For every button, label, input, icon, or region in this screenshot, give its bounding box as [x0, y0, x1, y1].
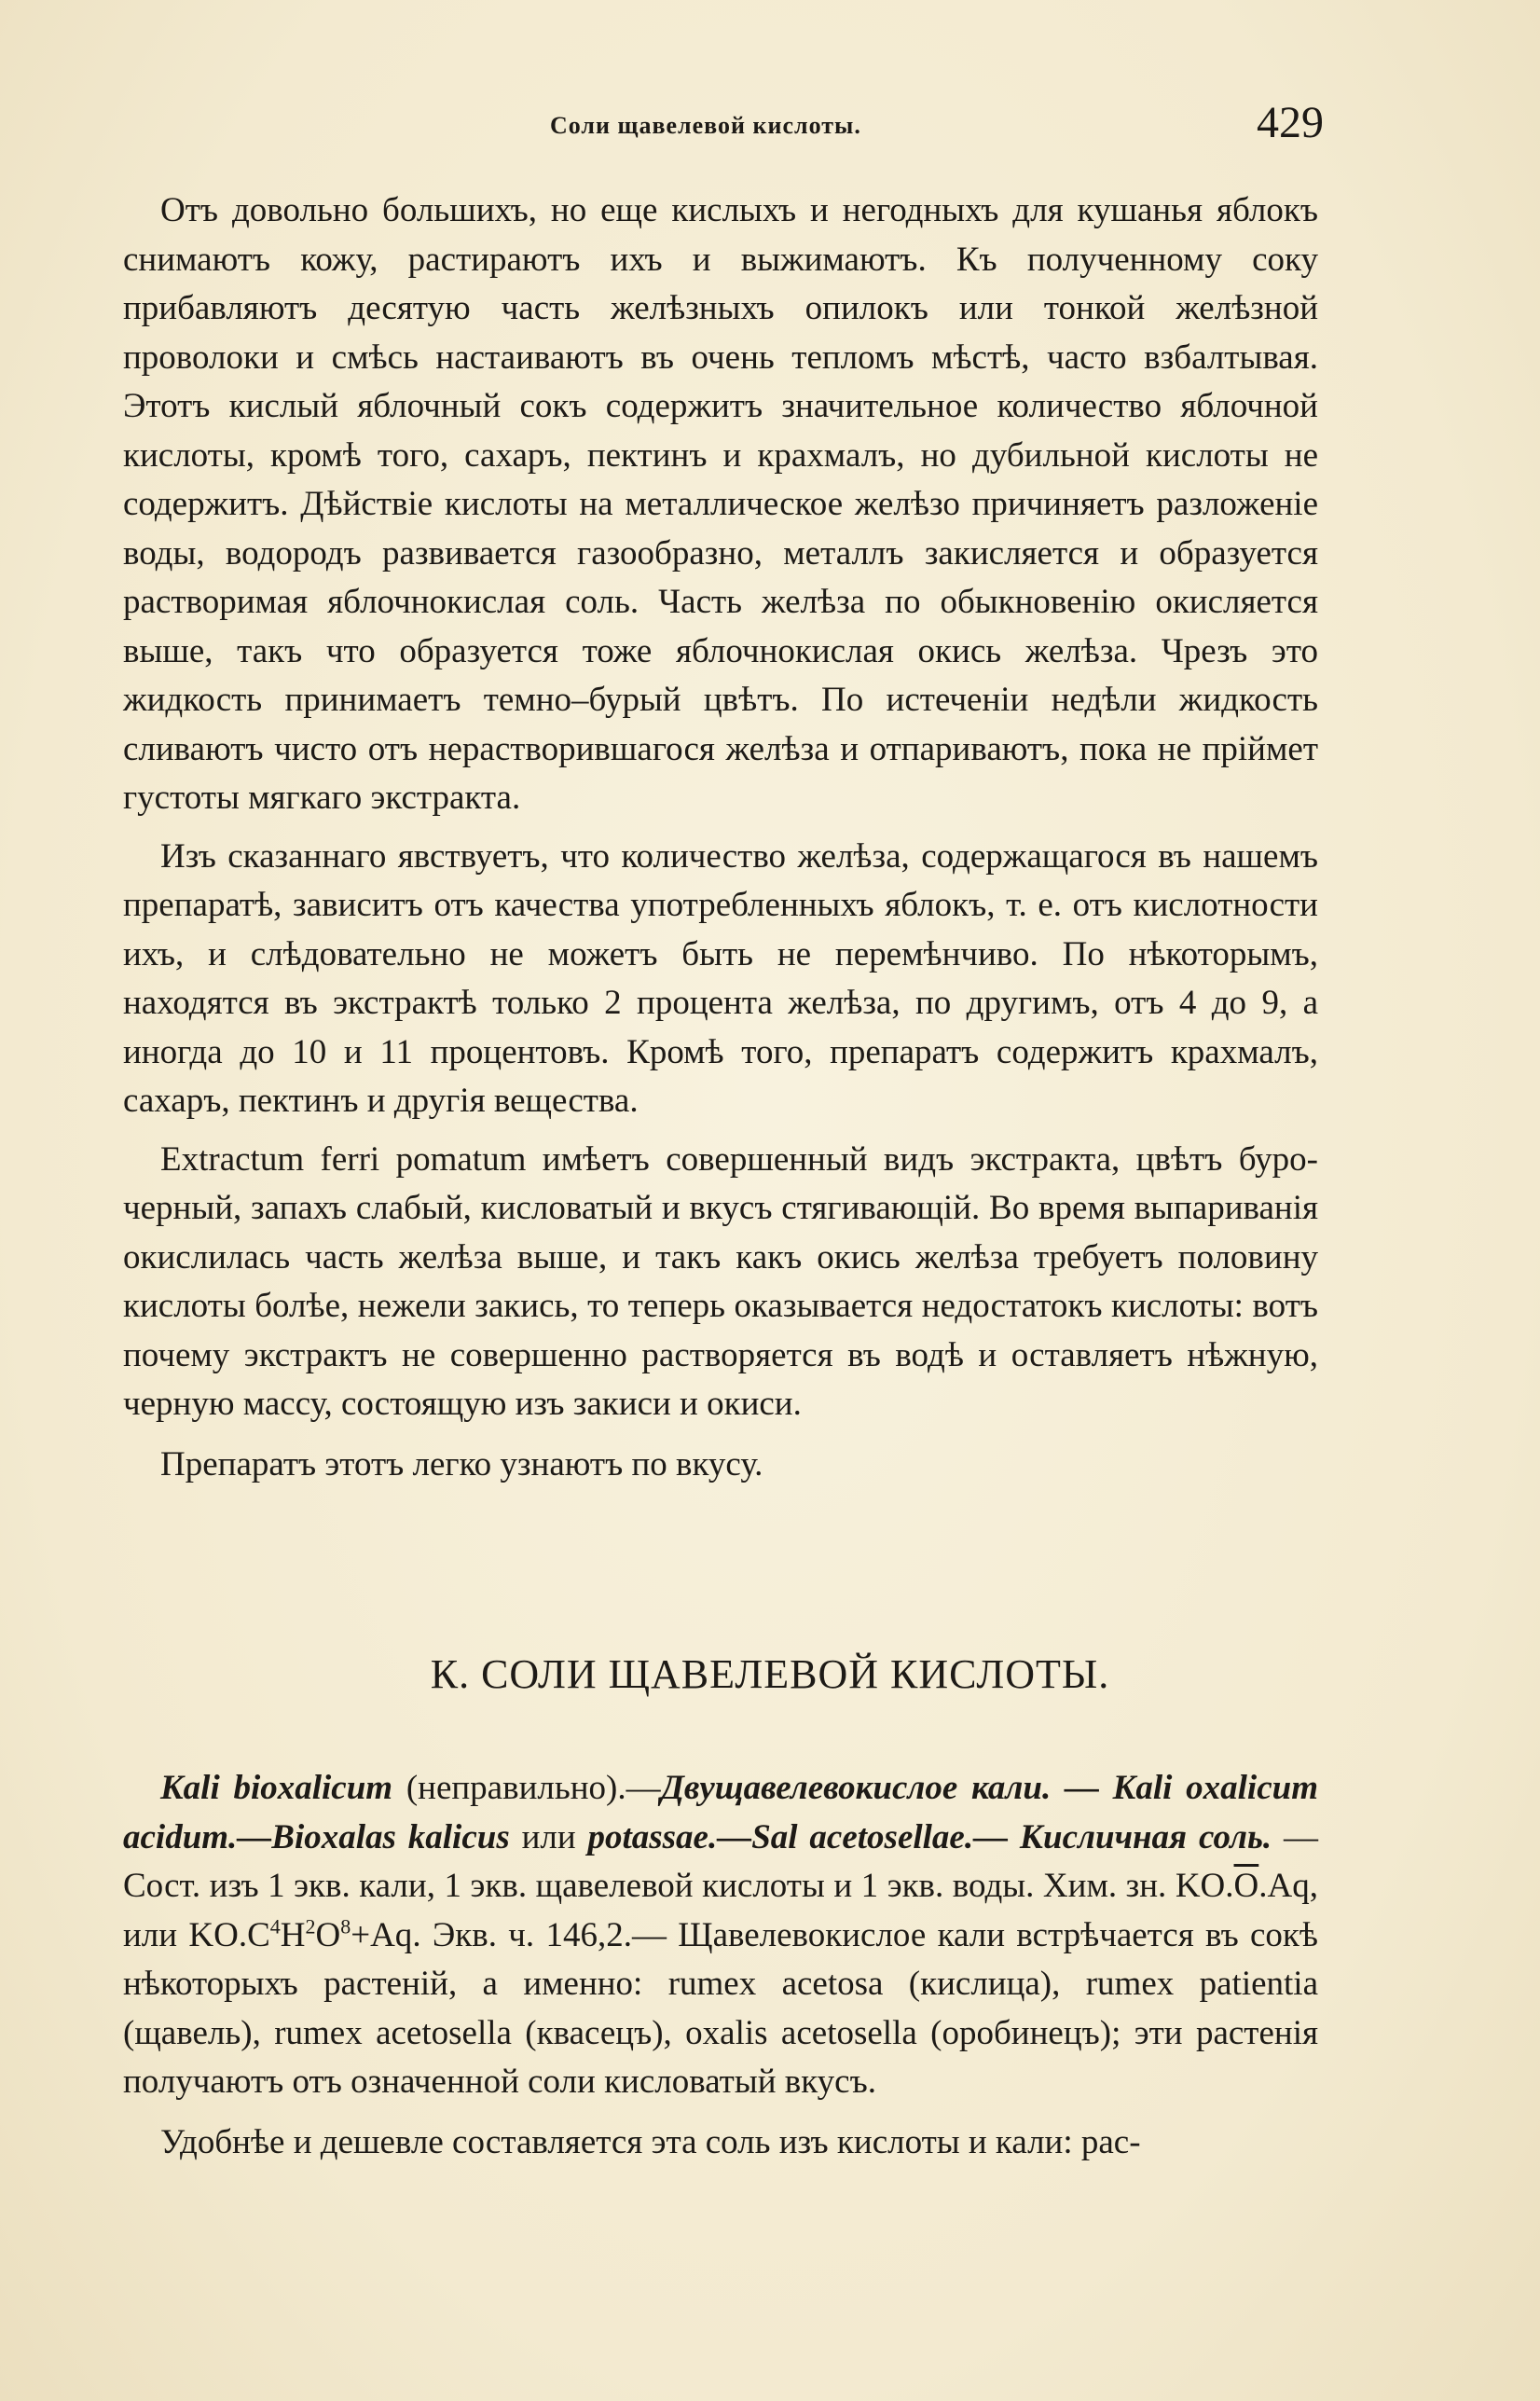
running-head: Соли щавелевой кислоты.: [550, 112, 861, 139]
paragraph: Extractum ferri pomatum имѣетъ совершенный видъ экстракта, цвѣтъ буро-черный, запахъ слабый, кисловатый и вкусъ стягивающій. Во время выпариванія окислилась часть желѣза выше, и такъ какъ окись желѣза требуетъ половину кислоты болѣе, нежели закись, то теперь оказывается недостатокъ кислоты: вотъ почему экстрактъ не совершенно растворяется въ водѣ и оставляетъ нѣжную, черную массу, состоящую изъ закиси и окиси.: [123, 1139, 1318, 1423]
chemical-formula: $KO.C^4H^2O^8+Aq$: [188, 1914, 413, 1954]
synonym-terms: Двущавелевокислое кали. — Kali oxalicum acidum.—Bioxalas kalicus: [123, 1769, 1318, 1856]
chemical-formula: $KO.\overline{O}.Aq$: [1175, 1867, 1310, 1905]
connector: или: [509, 1817, 588, 1856]
paragraph-kali-bioxalicum: [123, 1764, 1318, 2107]
page-number: 429: [1257, 98, 1324, 147]
body-text-section-1: [123, 186, 1318, 1489]
section-heading: К. СОЛИ ЩАВЕЛЕВОЙ КИСЛОТЫ.: [430, 1651, 1110, 1697]
connector: , или: [123, 1867, 1318, 1954]
paragraph: Отъ довольно большихъ, но еще кислыхъ и негодныхъ для кушанья яблокъ снимаютъ кожу, растираютъ ихъ и выжимаютъ. Къ полученному соку прибавляютъ десятую часть желѣзныхъ опилокъ или тонкой желѣзной проволоки и смѣсь настаиваютъ въ очень тепломъ мѣстѣ, часто взбалтывая. Этотъ кислый яблочный сокъ содержитъ значительное количество яблочной кислоты, кромѣ того, сахаръ, пектинъ и крахмалъ, но дубильной кислоты не содержитъ. Дѣйствіе кислоты на металлическое желѣзо причиняетъ разложеніе воды, водородъ развивается газообразно, металлъ закисляется и образуется растворимая яблочнокислая соль. Часть желѣза по обыкновенію окисляется выше, такъ что образуется тоже яблочнокислая окись желѣза. Чрезъ это жидкость принимаетъ темно–бурый цвѣтъ. По истеченіи недѣли жидкость сливаютъ чисто отъ нерастворившагося желѣза и отпариваютъ, пока не пріймет густоты мягкаго экстракта.: [123, 191, 1318, 817]
note: (неправильно).—: [392, 1769, 661, 1807]
description-text: . Экв. ч. 146,2.— Щавелевокислое кали встрѣчается въ сокѣ нѣкоторыхъ растеній, а именно: rumex acetosa (кислица), rumex patientia (щавель), rumex acetosella (квасецъ), oxalis acetosella (оробинецъ); эти растенія получаютъ отъ означенной соли кисловатый вкусъ.: [123, 1915, 1318, 2101]
synonym-terms: potassae.—Sal acetosellae.— Кисличная соль.: [587, 1817, 1272, 1856]
body-text-section-2: [123, 1764, 1318, 2167]
paragraph: Удобнѣе и дешевле составляется эта соль изъ кислоты и кали: рас-: [160, 2122, 1141, 2161]
composition-text: — Сост. изъ 1 экв. кали, 1 экв. щавелевой кислоты и 1 экв. воды. Хим. зн.: [123, 1817, 1319, 1905]
paragraph: Препаратъ этотъ легко узнаютъ по вкусу.: [160, 1444, 763, 1483]
paragraph: Изъ сказаннаго явствуетъ, что количество желѣза, содержащагося въ нашемъ препаратѣ, зависитъ отъ качества употребленныхъ яблокъ, т. е. отъ кислотности ихъ, и слѣдовательно не можетъ быть не перемѣнчиво. По нѣкоторымъ, находятся въ экстрактѣ только 2 процента желѣза, по другимъ, отъ 4 до 9, а иногда до 10 и 11 процентовъ. Кромѣ того, препаратъ содержитъ крахмалъ, сахаръ, пектинъ и другія вещества.: [123, 836, 1318, 1120]
latin-term: Kali bioxalicum: [160, 1769, 393, 1807]
